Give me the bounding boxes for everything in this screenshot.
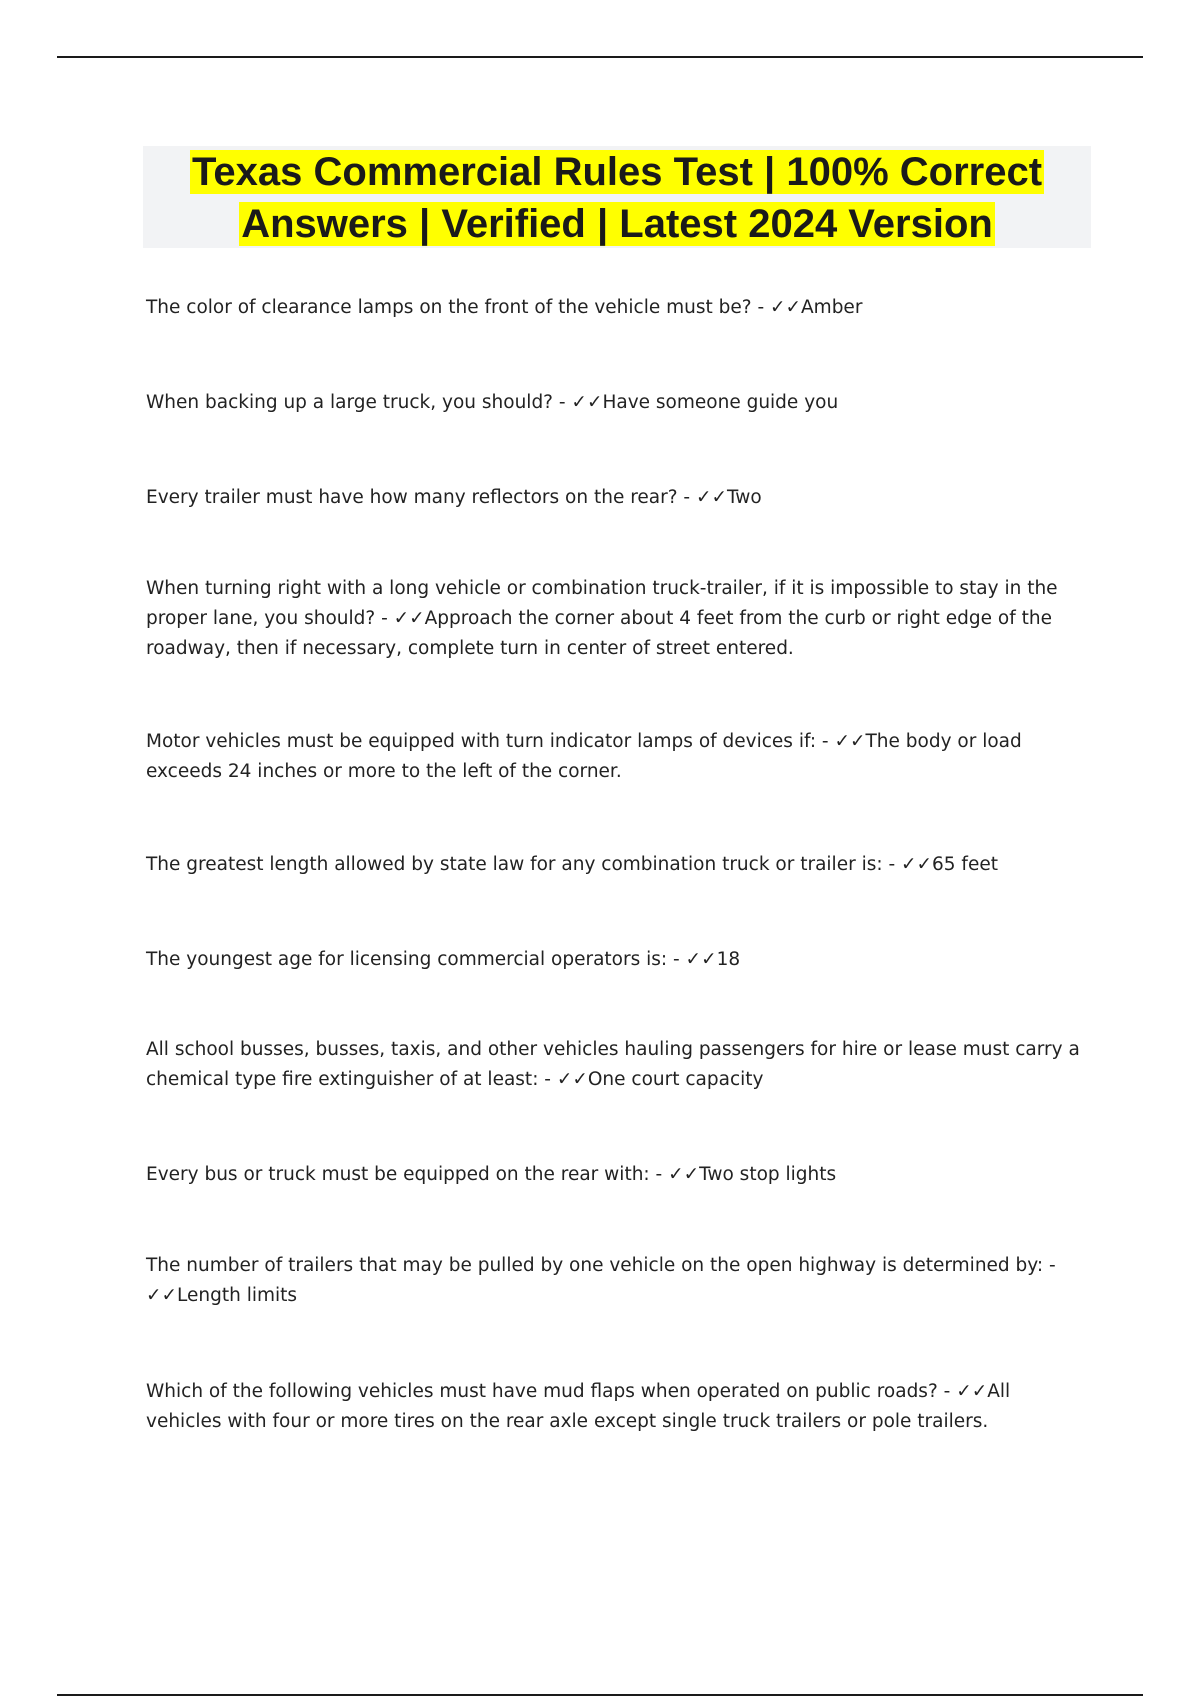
- qa-item: [146, 1035, 1086, 1095]
- answer-text: Two stop lights: [699, 1164, 837, 1185]
- title-line-1: Texas Commercial Rules Test | 100% Correct: [191, 150, 1043, 194]
- question-text: Every trailer must have how many reflectors on the rear? - ✓✓: [146, 487, 727, 508]
- qa-item: [146, 1160, 1086, 1190]
- question-text: The color of clearance lamps on the front of the vehicle must be? - ✓✓: [146, 297, 802, 318]
- answer-text: Approach the corner about 4 feet from the curb or right edge of the roadway, then if necessary, complete turn in center of street entered.: [146, 608, 1052, 659]
- question-text: The youngest age for licensing commercial operators is: - ✓✓: [146, 949, 717, 970]
- qa-item: [146, 727, 1086, 787]
- question-text: When turning right with a long vehicle or combination truck-trailer, if it is impossible to stay in the proper lane, you should? - ✓✓: [146, 578, 1058, 629]
- question-text: The number of trailers that may be pulled by one vehicle on the open highway is determined by: - ✓✓: [146, 1255, 1056, 1306]
- answer-text: One court capacity: [587, 1069, 764, 1090]
- question-text: Every bus or truck must be equipped on the rear with: - ✓✓: [146, 1164, 700, 1185]
- answer-text: 18: [716, 949, 741, 970]
- document-title: [143, 146, 1091, 248]
- question-text: The greatest length allowed by state law for any combination truck or trailer is: - ✓✓: [146, 854, 933, 875]
- answer-text: All vehicles with four or more tires on the rear axle except single truck trailers or pole trailers.: [146, 1381, 1011, 1432]
- qa-item: [146, 1251, 1086, 1311]
- question-text: All school busses, busses, taxis, and other vehicles hauling passengers for hire or lease must carry a chemical type fire extinguisher of at least: - ✓✓: [146, 1039, 1080, 1090]
- qa-item: [146, 1377, 1086, 1437]
- answer-text: The body or load exceeds 24 inches or more to the left of the corner.: [146, 731, 1022, 782]
- qa-item: [146, 574, 1086, 664]
- qa-item: [146, 483, 1086, 513]
- answer-text: Two: [727, 487, 762, 508]
- qa-item: [146, 850, 1086, 880]
- answer-text: Length limits: [177, 1285, 298, 1306]
- title-line-2: Answers | Verified | Latest 2024 Version: [241, 202, 993, 246]
- qa-item: [146, 388, 1086, 418]
- qa-item: [146, 293, 1086, 323]
- answer-text: 65 feet: [932, 854, 998, 875]
- answer-text: Have someone guide you: [602, 392, 839, 413]
- bottom-rule: [57, 1694, 1143, 1696]
- question-text: Which of the following vehicles must have mud flaps when operated on public roads? - ✓✓: [146, 1381, 988, 1402]
- question-text: When backing up a large truck, you should? - ✓✓: [146, 392, 603, 413]
- answer-text: Amber: [801, 297, 863, 318]
- top-rule: [57, 56, 1143, 58]
- qa-item: [146, 945, 1086, 975]
- question-text: Motor vehicles must be equipped with turn indicator lamps of devices if: - ✓✓: [146, 731, 866, 752]
